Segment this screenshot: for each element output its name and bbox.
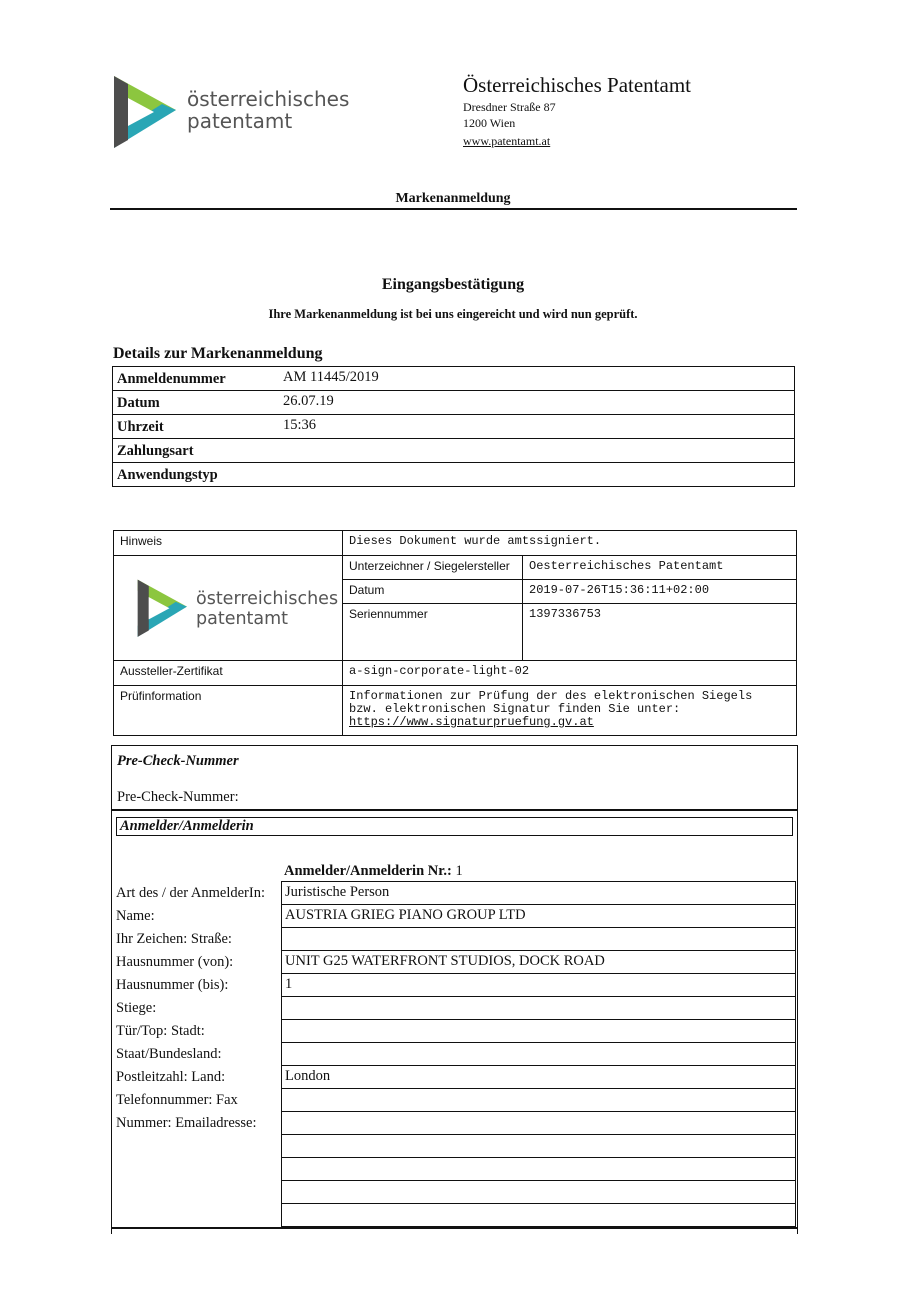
details-label: Anwendungstyp	[117, 467, 218, 483]
details-heading: Details zur Markenanmeldung	[113, 345, 323, 362]
field-value	[282, 997, 796, 1020]
field-value: 1	[282, 974, 796, 997]
serial-value: 1397336753	[523, 604, 796, 661]
title-divider	[110, 208, 797, 210]
signer-value: Oesterreichisches Patentamt	[523, 556, 796, 580]
field-value: AUSTRIA GRIEG PIANO GROUP LTD	[282, 905, 796, 928]
details-row-uhrzeit	[113, 415, 794, 439]
field-label: Nummer: Emailadresse:	[116, 1115, 257, 1131]
details-row-zahlungsart	[113, 439, 794, 463]
cert-label: Aussteller-Zertifikat	[114, 661, 343, 686]
office-street: Dresdner Straße 87	[463, 100, 556, 114]
applicant-section-heading: Anmelder/Anmelderin	[116, 817, 793, 836]
pruef-text-line2: bzw. elektronischen Signatur finden Sie unter:	[349, 702, 681, 716]
confirmation-title: Eingangsbestätigung	[381, 276, 525, 293]
pruef-text-line1: Informationen zur Prüfung der des elektronischen Siegels	[349, 689, 753, 703]
patent-office-logo-icon	[134, 578, 189, 640]
field-label: Art des / der AnmelderIn:	[116, 885, 265, 901]
pruef-label: Prüfinformation	[114, 686, 343, 735]
field-label: Staat/Bundesland:	[116, 1046, 222, 1062]
field-label: Postleitzahl: Land:	[116, 1069, 226, 1085]
signature-table	[113, 530, 797, 736]
serial-label: Seriennummer	[343, 604, 523, 661]
office-name: Österreichisches Patentamt	[463, 73, 692, 97]
field-value	[282, 1089, 796, 1112]
applicant-bottom-divider	[111, 1227, 797, 1229]
field-label: Hausnummer (von):	[116, 954, 234, 970]
field-label: Hausnummer (bis):	[116, 977, 229, 993]
office-city: 1200 Wien	[463, 116, 516, 130]
field-value	[282, 1158, 796, 1181]
field-value	[282, 1020, 796, 1043]
patent-office-logo	[110, 74, 350, 152]
details-value: 15:36	[283, 417, 317, 433]
signature-logo-line2: patentamt	[196, 609, 289, 629]
signature-logo-line1: österreichisches	[196, 589, 339, 609]
field-value	[282, 1112, 796, 1135]
field-label: Name:	[116, 908, 155, 924]
sig-datum-label: Datum	[343, 580, 523, 604]
precheck-heading: Pre-Check-Nummer	[117, 753, 239, 769]
office-website-link[interactable]: www.patentamt.at	[463, 134, 551, 148]
details-table	[112, 366, 795, 487]
field-value	[282, 1204, 796, 1227]
details-label: Datum	[117, 395, 160, 411]
field-value	[282, 1135, 796, 1158]
signature-logo-cell	[114, 556, 343, 661]
document-title: Markenanmeldung	[395, 191, 511, 206]
precheck-divider	[111, 809, 797, 811]
hinweis-value: Dieses Dokument wurde amtssigniert.	[343, 531, 796, 556]
applicant-labels	[116, 882, 265, 1135]
precheck-label: Pre-Check-Nummer:	[117, 789, 239, 805]
pruef-link[interactable]: https://www.signaturpruefung.gv.at	[349, 715, 594, 729]
field-label: Ihr Zeichen: Straße:	[116, 931, 232, 947]
details-value: 26.07.19	[283, 393, 334, 409]
field-label: Tür/Top: Stadt:	[116, 1023, 205, 1039]
pruef-info	[343, 686, 796, 735]
applicant-number: 1	[455, 863, 463, 879]
field-value	[282, 1043, 796, 1066]
field-value	[282, 928, 796, 951]
details-label: Anmeldenummer	[117, 371, 226, 387]
details-row-anwendungstyp	[113, 463, 794, 486]
sig-datum-value: 2019-07-26T15:36:11+02:00	[523, 580, 796, 604]
logo-text-line2: patentamt	[187, 109, 293, 133]
confirmation-subtitle: Ihre Markenanmeldung ist bei uns eingereicht und wird nun geprüft.	[268, 307, 638, 321]
field-label: Stiege:	[116, 1000, 157, 1016]
details-row-anmeldenummer	[113, 367, 794, 391]
field-value: Juristische Person	[282, 882, 796, 905]
field-label: Telefonnummer: Fax	[116, 1092, 238, 1108]
patent-office-logo-icon	[110, 74, 178, 152]
details-label: Uhrzeit	[117, 419, 164, 435]
details-label: Zahlungsart	[117, 443, 194, 459]
field-value	[282, 1181, 796, 1204]
applicant-number-row	[284, 863, 463, 880]
signer-label: Unterzeichner / Siegelersteller	[343, 556, 523, 580]
details-row-datum	[113, 391, 794, 415]
field-value: UNIT G25 WATERFRONT STUDIOS, DOCK ROAD	[282, 951, 796, 974]
details-value: AM 11445/2019	[283, 369, 379, 385]
cert-value: a-sign-corporate-light-02	[343, 661, 796, 686]
logo-text-line1: österreichisches	[187, 87, 350, 111]
applicant-number-label: Anmelder/Anmelderin Nr.:	[284, 863, 452, 879]
field-value: London	[282, 1066, 796, 1089]
hinweis-label: Hinweis	[114, 531, 343, 556]
